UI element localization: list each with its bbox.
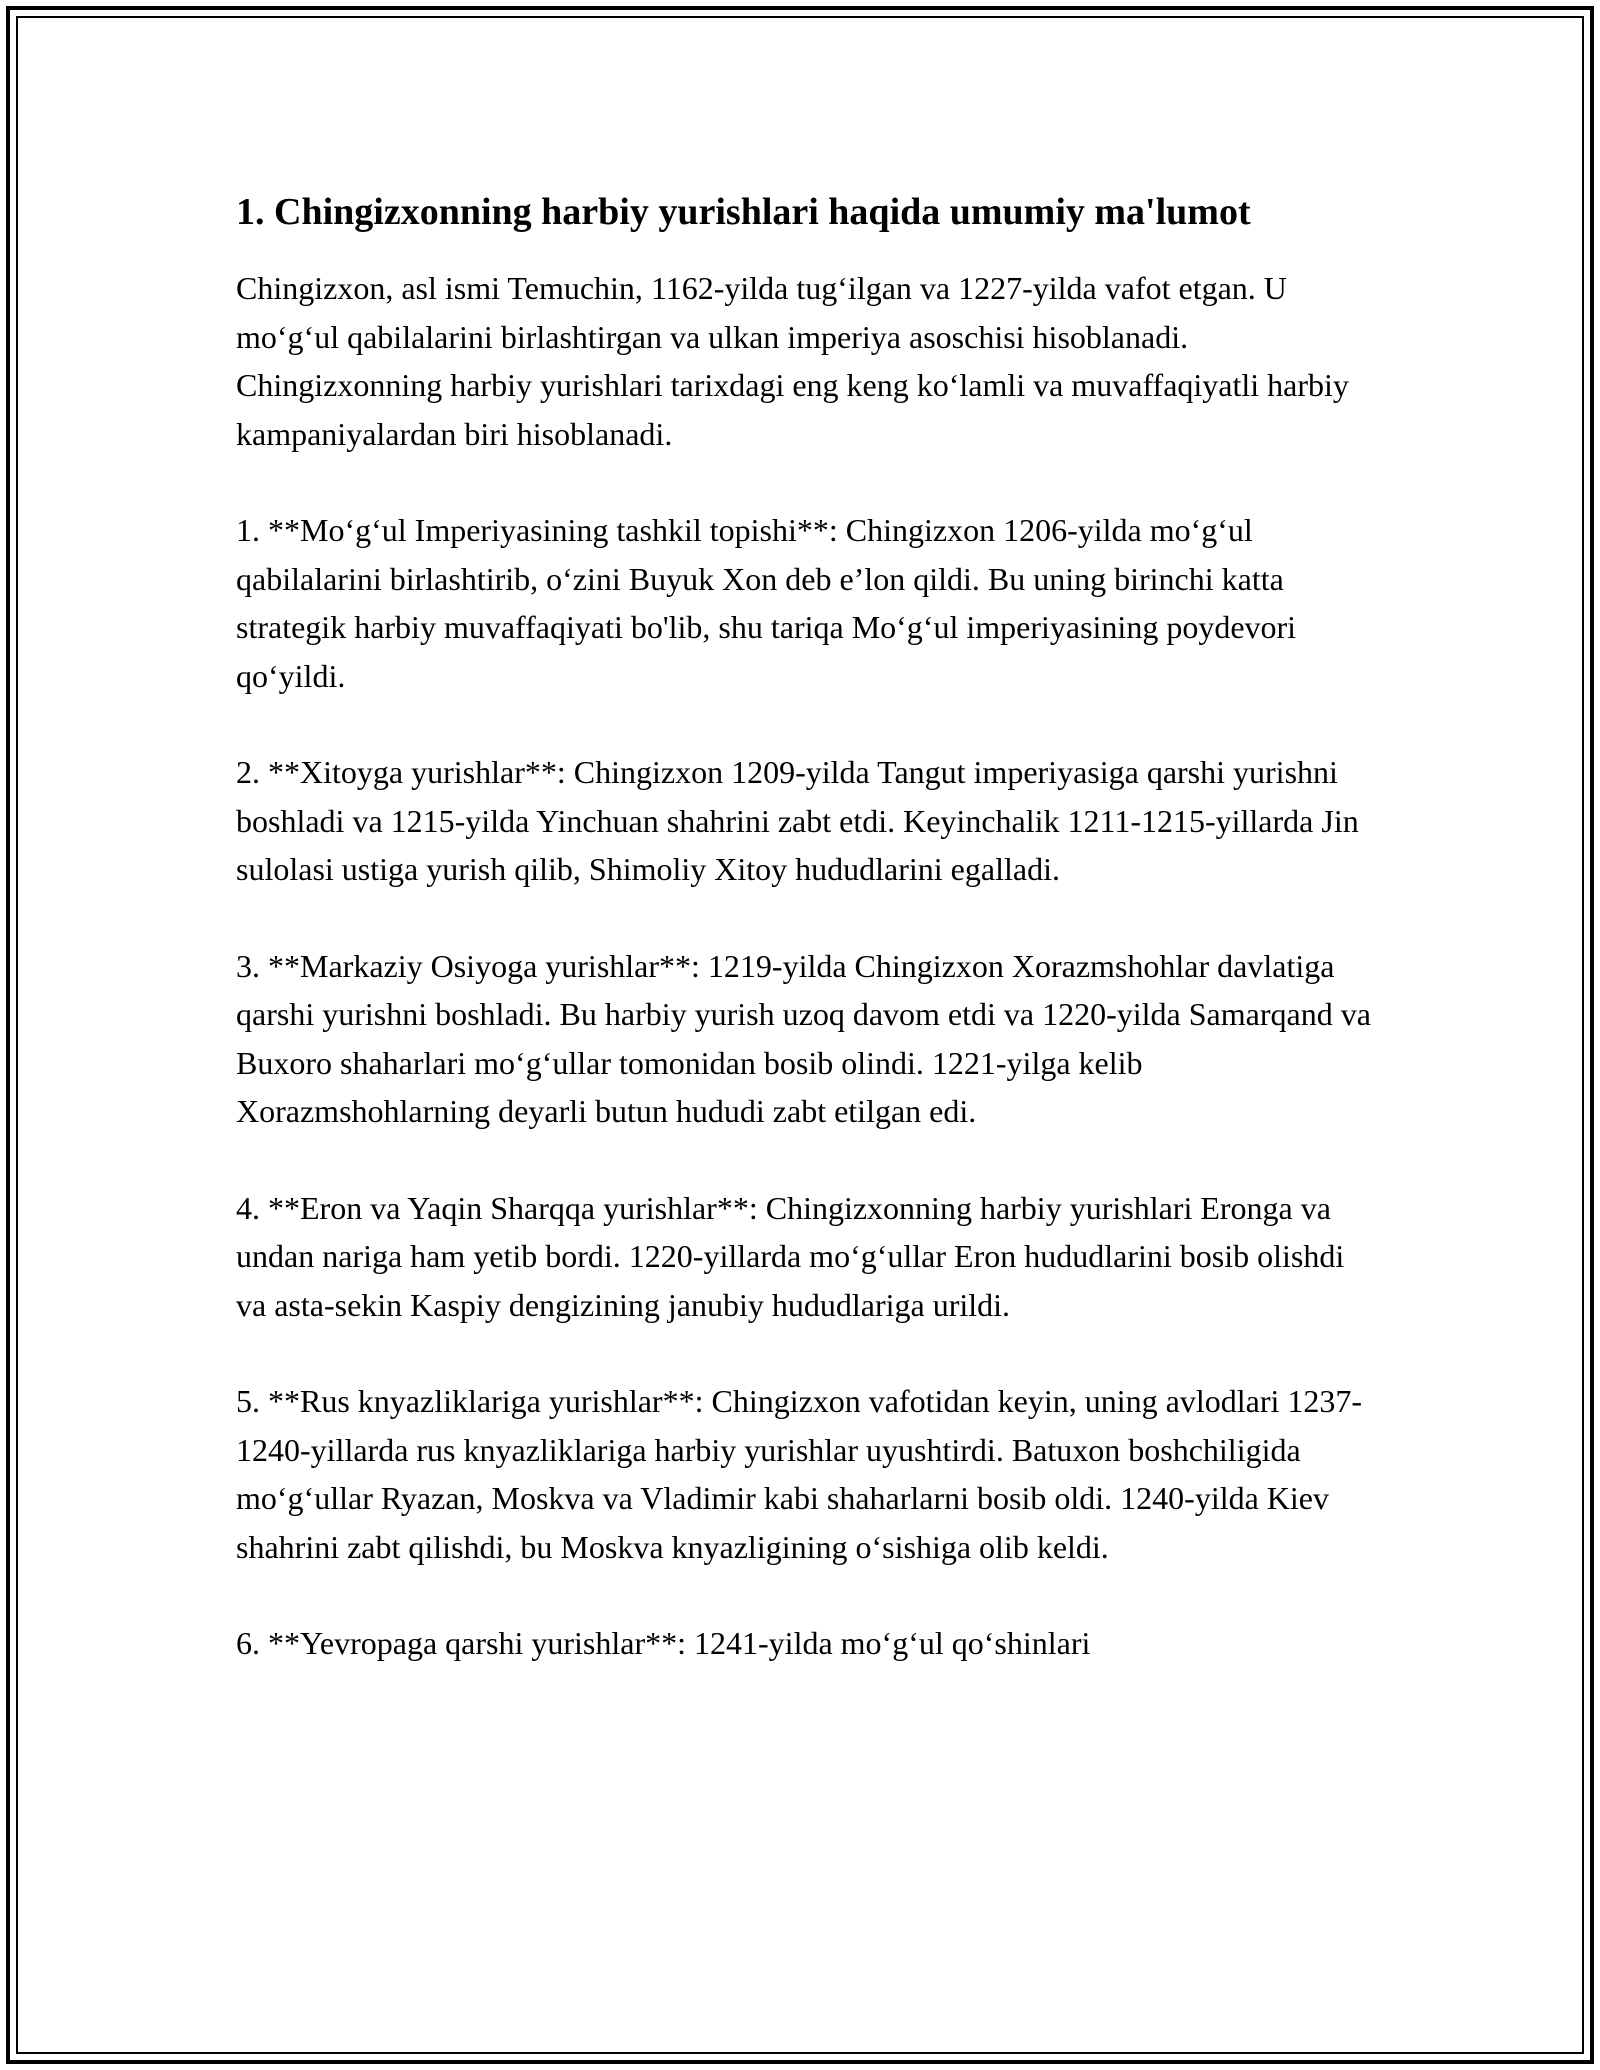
paragraph-rus-campaigns: 5. **Rus knyazliklariga yurishlar**: Chingizxon vafotidan keyin, uning avlodlari 1237-1240-yillarda rus knyazliklariga harbiy yurishlar uyushtirdi. Batuxon boshchiligida mo‘g‘ullar Ryazan, Moskva va Vladimir kabi shaharlarni bosib oldi. 1240-yilda Kiev shahrini zabt qilishdi, bu Moskva knyazligining o‘sishiga olib keldi. <box>236 1383 1363 1565</box>
paragraph-europe-campaigns: 6. **Yevropaga qarshi yurishlar**: 1241-yilda mo‘g‘ul qo‘shinlari <box>236 1625 1091 1661</box>
document-body <box>236 186 1376 1716</box>
paragraph-intro: Chingizxon, asl ismi Temuchin, 1162-yilda tug‘ilgan va 1227-yilda vafot etgan. U mo‘g‘ul qabilalarini birlashtirgan va ulkan imperiya asoschisi hisoblanadi. Chingizxonning harbiy yurishlari tarixdagi eng keng ko‘lamli va muvaffaqiyatli harbiy kampaniyalardan biri hisoblanadi. <box>236 270 1349 452</box>
paragraph-iran-campaigns: 4. **Eron va Yaqin Sharqqa yurishlar**: Chingizxonning harbiy yurishlari Eronga va undan nariga ham yetib bordi. 1220-yillarda mo‘g‘ullar Eron hududlarini bosib olishdi va asta-sekin Kaspiy dengizining janubiy hududlariga urildi. <box>236 1189 1345 1323</box>
paragraph-central-asia-campaigns: 3. **Markaziy Osiyoga yurishlar**: 1219-yilda Chingizxon Xorazmshohlar davlatiga qarshi yurishni boshladi. Bu harbiy yurish uzoq davom etdi va 1220-yilda Samarqand va Buxoro shaharlari mo‘g‘ullar tomonidan bosib olindi. 1221-yilga kelib Xorazmshohlarning deyarli butun hududi zabt etilgan edi. <box>236 947 1371 1129</box>
paragraph-mongol-empire: 1. **Mo‘g‘ul Imperiyasining tashkil topishi**: Chingizxon 1206-yilda mo‘g‘ul qabilalarini birlashtirib, o‘zini Buyuk Xon deb e’lon qildi. Bu uning birinchi katta strategik harbiy muvaffaqiyati bo'lib, shu tariqa Mo‘g‘ul imperiyasining poydevori qo‘yildi. <box>236 512 1297 694</box>
page-title: 1. Chingizxonning harbiy yurishlari haqida umumiy ma'lumot <box>236 191 1251 233</box>
paragraph-china-campaigns: 2. **Xitoyga yurishlar**: Chingizxon 1209-yilda Tangut imperiyasiga qarshi yurishni boshladi va 1215-yilda Yinchuan shahrini zabt etdi. Keyinchalik 1211-1215-yillarda Jin sulolasi ustiga yurish qilib, Shimoliy Xitoy hududlarini egalladi. <box>236 754 1359 887</box>
